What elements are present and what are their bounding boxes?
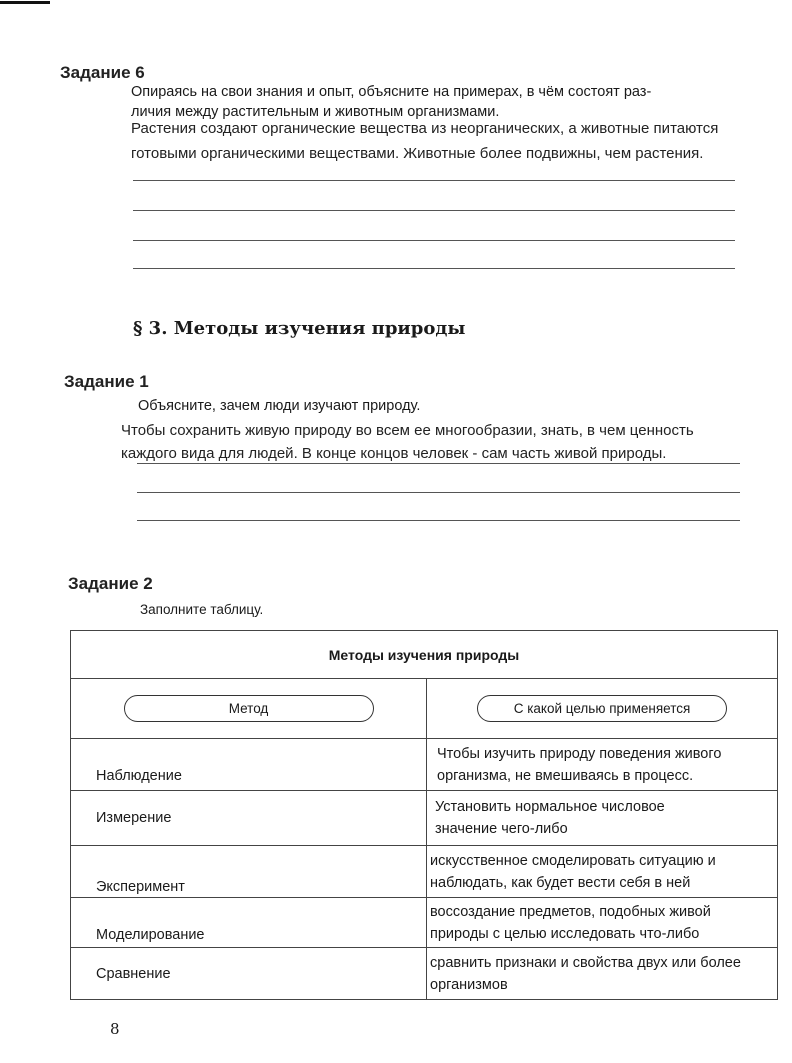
purpose-cell xyxy=(427,791,778,846)
method-cell: Измерение xyxy=(71,791,427,846)
task6-title: Задание 6 xyxy=(60,63,145,82)
table-row xyxy=(71,791,778,846)
purpose-line: Чтобы изучить природу поведения живого xyxy=(437,745,722,762)
header-purpose xyxy=(427,679,778,739)
task2-title: Задание 2 xyxy=(68,574,153,593)
table-title: Методы изучения природы xyxy=(71,631,778,679)
task1-answer-line2: каждого вида для людей. В конце концов человек - сам часть живой природы. xyxy=(121,445,667,462)
purpose-cell xyxy=(427,948,778,1000)
task1-answer-line1: Чтобы сохранить живую природу во всем ее многообразии, знать, в чем ценность xyxy=(121,422,694,439)
table-row xyxy=(71,739,778,791)
table-row xyxy=(71,898,778,948)
page-number: 8 xyxy=(110,1020,120,1038)
purpose-line: воссоздание предметов, подобных живой xyxy=(430,903,711,920)
task1-title: Задание 1 xyxy=(64,372,149,391)
answer-rule xyxy=(133,210,735,211)
table-row xyxy=(71,846,778,898)
task6-answer-line1: Растения создают органические вещества из неорганических, а животные питаются xyxy=(131,120,719,137)
table-row xyxy=(71,948,778,1000)
task1-instruction: Объясните, зачем люди изучают природу. xyxy=(138,398,421,414)
purpose-line: Установить нормальное числовое xyxy=(435,799,665,815)
purpose-cell xyxy=(427,846,778,898)
header-method-label: Метод xyxy=(124,695,374,722)
section-title: § 3. Методы изучения природы xyxy=(133,318,466,339)
purpose-line: организмов xyxy=(430,976,508,993)
task2-instruction: Заполните таблицу. xyxy=(140,602,264,617)
method-cell: Сравнение xyxy=(71,948,427,1000)
answer-rule xyxy=(133,180,735,181)
method-cell: Моделирование xyxy=(71,898,427,948)
method-cell: Эксперимент xyxy=(71,846,427,898)
task6-instruction-line1: Опираясь на свои знания и опыт, объясните на примерах, в чём состоят раз- xyxy=(131,84,652,100)
task6-instruction-line2: личия между растительным и животным организмами. xyxy=(131,104,500,120)
purpose-cell xyxy=(427,739,778,791)
answer-rule xyxy=(137,520,740,521)
task6-answer-line2: готовыми органическими веществами. Животные более подвижны, чем растения. xyxy=(131,145,704,162)
methods-table xyxy=(70,630,778,1000)
header-purpose-label: С какой целью применяется xyxy=(477,695,727,722)
purpose-line: значение чего-либо xyxy=(435,821,568,837)
answer-rule xyxy=(133,240,735,241)
answer-rule xyxy=(133,268,735,269)
method-cell: Наблюдение xyxy=(71,739,427,791)
scan-edge-mark xyxy=(0,1,50,4)
purpose-line: искусственное смоделировать ситуацию и xyxy=(430,852,716,869)
purpose-line: организма, не вмешиваясь в процесс. xyxy=(437,767,694,784)
purpose-line: природы с целью исследовать что-либо xyxy=(430,925,700,942)
answer-rule xyxy=(137,492,740,493)
answer-rule xyxy=(137,463,740,464)
purpose-line: сравнить признаки и свойства двух или более xyxy=(430,954,741,971)
purpose-line: наблюдать, как будет вести себя в ней xyxy=(430,874,691,891)
header-method xyxy=(71,679,427,739)
purpose-cell xyxy=(427,898,778,948)
